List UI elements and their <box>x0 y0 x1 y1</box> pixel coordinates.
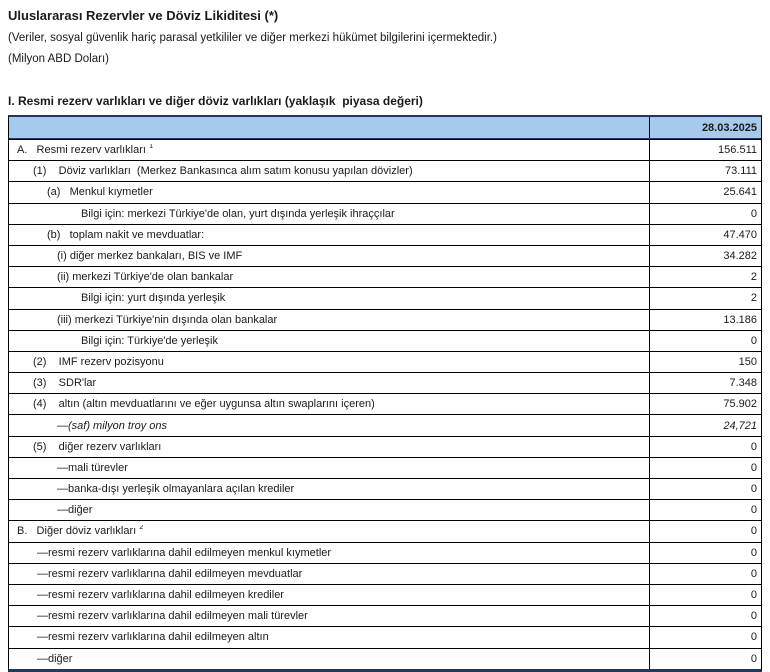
row-label: —resmi rezerv varlıklarına dahil edilmeyen menkul kıymetler <box>37 546 332 559</box>
row-value: 0 <box>649 649 761 669</box>
table-header-row <box>9 117 761 139</box>
table-row <box>9 266 761 287</box>
section-title: I. Resmi rezerv varlıkları ve diğer döviz varlıkları (yaklaşık piyasa değeri) <box>8 94 423 108</box>
row-label: (4) altın (altın mevduatlarını ve eğer uygunsa altın swaplarını içeren) <box>33 398 375 411</box>
row-label: Bilgi için: yurt dışında yerleşik <box>81 292 226 305</box>
row-label: B. Diğer döviz varlıkları <box>17 525 137 538</box>
row-value: 24,721 <box>649 415 761 435</box>
row-label: —resmi rezerv varlıklarına dahil edilmeyen altın <box>37 631 269 644</box>
row-label: (a) Menkul kıymetler <box>47 186 153 199</box>
table-row <box>9 160 761 181</box>
page-title: Uluslararası Rezervler ve Döviz Likiditesi (*) <box>8 8 279 23</box>
row-value: 0 <box>649 331 761 351</box>
table-row <box>9 478 761 499</box>
table-row <box>9 563 761 584</box>
row-label: (3) SDR'lar <box>33 377 97 390</box>
table-row <box>9 287 761 308</box>
row-value: 34.282 <box>649 246 761 266</box>
row-label: —(saf) milyon troy ons <box>57 419 168 432</box>
table-row <box>9 181 761 202</box>
table-row <box>9 309 761 330</box>
row-label: —resmi rezerv varlıklarına dahil edilmeyen mevduatlar <box>37 567 303 580</box>
row-value: 0 <box>649 564 761 584</box>
row-label: (ii) merkezi Türkiye'de olan bankalar <box>57 271 234 284</box>
table-row <box>9 372 761 393</box>
table-row <box>9 648 761 669</box>
date-column-header: 28.03.2025 <box>649 117 761 138</box>
table-row <box>9 626 761 647</box>
row-value: 2 <box>649 288 761 308</box>
table-row <box>9 224 761 245</box>
table-row: A. Resmi rezerv varlıkları $^1$ 156.511 <box>9 139 761 160</box>
row-value: 150 <box>649 352 761 372</box>
row-label: (b) toplam nakit ve mevduatlar: <box>47 228 205 241</box>
table-row: B. Diğer döviz varlıkları $^2$ 0 <box>9 520 761 541</box>
row-value: 0 <box>649 479 761 499</box>
unit-label: (Milyon ABD Doları) <box>8 53 109 65</box>
table-row <box>9 414 761 435</box>
row-value: 73.111 <box>649 161 761 181</box>
table-row <box>9 393 761 414</box>
row-value: 25.641 <box>649 182 761 202</box>
reserves-table <box>8 115 762 672</box>
table-row <box>9 542 761 563</box>
row-label: —banka-dışı yerleşik olmayanlara açılan krediler <box>57 483 295 496</box>
row-value: 75.902 <box>649 394 761 414</box>
table-row <box>9 245 761 266</box>
row-label: A. Resmi rezerv varlıkları <box>17 144 146 157</box>
row-label: —diğer <box>57 504 93 517</box>
table-row <box>9 351 761 372</box>
row-value: 7.348 <box>649 373 761 393</box>
row-value: 0 <box>649 627 761 647</box>
row-value: 0 <box>649 458 761 478</box>
row-label: —mali türevler <box>57 461 128 474</box>
row-value: 0 <box>649 437 761 457</box>
row-value: 0 <box>649 500 761 520</box>
row-value: 47.470 <box>649 225 761 245</box>
row-value: 0 <box>649 521 761 541</box>
row-value: 156.511 <box>649 140 761 160</box>
data-coverage-note: (Veriler, sosyal güvenlik hariç parasal yetkililer ve diğer merkezi hükümet bilgilerini içermektedir.) <box>8 32 497 44</box>
row-value: 0 <box>649 543 761 563</box>
row-label: (1) Döviz varlıkları (Merkez Bankasınca alım satım konusu yapılan dövizler) <box>33 165 413 178</box>
row-label: —resmi rezerv varlıklarına dahil edilmeyen mali türevler <box>37 610 308 623</box>
row-label: (2) IMF rezerv pozisyonu <box>33 355 164 368</box>
table-row <box>9 436 761 457</box>
row-label: —diğer <box>37 652 73 665</box>
table-row <box>9 203 761 224</box>
row-value: 0 <box>649 204 761 224</box>
row-value: 0 <box>649 606 761 626</box>
row-value: 2 <box>649 267 761 287</box>
table-row <box>9 499 761 520</box>
row-label: (5) diğer rezerv varlıkları <box>33 440 162 453</box>
table-row <box>9 457 761 478</box>
row-label: —resmi rezerv varlıklarına dahil edilmeyen krediler <box>37 589 284 602</box>
table-row <box>9 605 761 626</box>
row-value: 13.186 <box>649 310 761 330</box>
row-label: Bilgi için: merkezi Türkiye'de olan, yurt dışında yerleşik ihraççılar <box>81 207 395 220</box>
table-row <box>9 584 761 605</box>
row-label: (i) diğer merkez bankaları, BIS ve IMF <box>57 250 243 263</box>
row-label: Bilgi için: Türkiye'de yerleşik <box>81 334 219 347</box>
table-row <box>9 330 761 351</box>
row-value: 0 <box>649 585 761 605</box>
row-label: (iii) merkezi Türkiye'nin dışında olan bankalar <box>57 313 278 326</box>
